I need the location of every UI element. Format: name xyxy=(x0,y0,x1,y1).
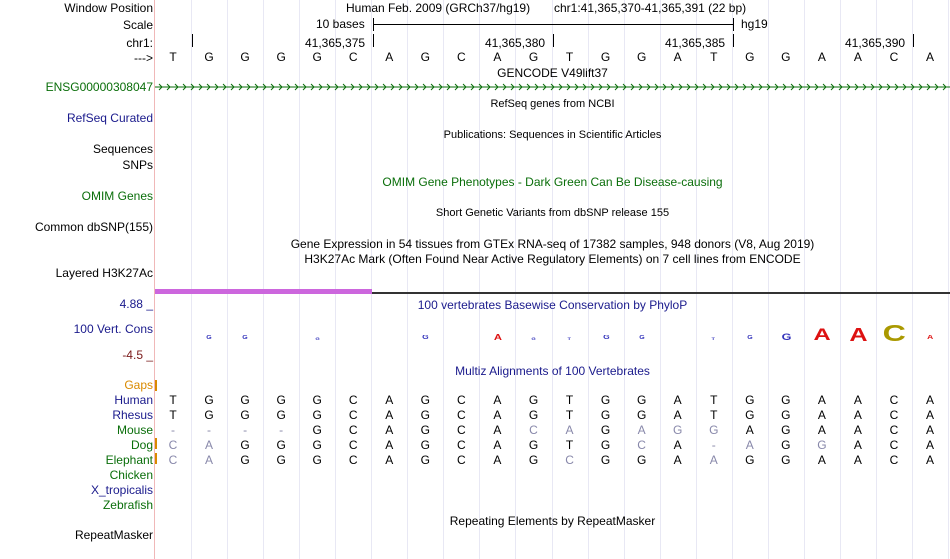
aligned-base-mouse: A xyxy=(817,423,826,437)
scale-text: 10 bases xyxy=(316,17,365,31)
aligned-base-dog: G xyxy=(240,438,250,452)
track-title-gtex: Gene Expression in 54 tissues from GTEx RNA-seq of 17382 samples, 948 donors (V8, Aug 2019) xyxy=(290,237,815,251)
conservation-letter: G xyxy=(206,335,212,341)
h3k27ac-baseline xyxy=(372,292,950,294)
coord-tick xyxy=(192,34,193,47)
position-range: chr1:41,365,370-41,365,391 (22 bp) xyxy=(554,1,747,15)
reference-base: C xyxy=(457,50,466,64)
species-label-zebrafish[interactable]: Zebrafish xyxy=(102,498,153,512)
aligned-base-elephant: A xyxy=(709,453,718,467)
aligned-base-rhesus: T xyxy=(169,408,177,422)
reference-base: G xyxy=(204,50,214,64)
reference-base: C xyxy=(889,50,899,64)
coord-tick xyxy=(553,34,554,47)
aligned-base-elephant: C xyxy=(565,453,574,467)
aligned-base-dog: C xyxy=(457,438,466,452)
aligned-base-human: G xyxy=(528,393,539,407)
track-label-h3k27ac[interactable]: Layered H3K27Ac xyxy=(55,266,153,280)
aligned-base-rhesus: G xyxy=(600,408,611,422)
aligned-base-dog: A xyxy=(385,438,394,452)
species-label-dog[interactable]: Dog xyxy=(130,438,153,452)
track-label-ensg[interactable]: ENSG00000308047 xyxy=(45,80,153,94)
aligned-base-human: T xyxy=(710,393,718,407)
species-label-chicken[interactable]: Chicken xyxy=(109,468,153,482)
track-title-dbsnp: Short Genetic Variants from dbSNP release 155 xyxy=(435,207,670,219)
aligned-base-elephant: A xyxy=(385,453,394,467)
aligned-base-mouse: - xyxy=(207,423,212,437)
reference-base: A xyxy=(853,50,862,64)
reference-base: A xyxy=(926,50,935,64)
aligned-base-dog: - xyxy=(711,438,716,452)
aligned-base-mouse: A xyxy=(565,423,574,437)
gene-model-arrows[interactable] xyxy=(155,82,950,92)
label-chrom: chr1: xyxy=(126,36,153,50)
aligned-base-elephant: G xyxy=(781,453,791,467)
aligned-base-rhesus: G xyxy=(745,408,755,422)
conservation-letter: A xyxy=(813,325,831,345)
reference-base: A xyxy=(493,50,502,64)
track-label-refseq[interactable]: RefSeq Curated xyxy=(66,111,153,125)
aligned-base-elephant: A xyxy=(493,453,502,467)
cons-max-label: 4.88 _ xyxy=(119,297,153,311)
aligned-base-mouse: G xyxy=(600,423,611,437)
track-title-multiz: Multiz Alignments of 100 Vertebrates xyxy=(455,364,650,378)
conservation-letter: C xyxy=(882,319,906,346)
reference-base: G xyxy=(420,50,431,64)
conservation-letter: G xyxy=(242,335,249,341)
aligned-base-mouse: G xyxy=(781,423,791,437)
aligned-base-elephant: G xyxy=(312,453,322,467)
aligned-base-human: A xyxy=(926,393,935,407)
reference-base: G xyxy=(781,50,791,64)
aligned-base-human: C xyxy=(889,393,899,407)
aligned-base-human: A xyxy=(853,393,862,407)
aligned-base-human: A xyxy=(493,393,502,407)
track-title-refseq: RefSeq genes from NCBI xyxy=(490,98,615,110)
track-label-conservation[interactable]: 100 Vert. Cons xyxy=(73,322,153,336)
aligned-base-mouse: A xyxy=(385,423,394,437)
reference-base: G xyxy=(745,50,755,64)
aligned-base-mouse: C xyxy=(889,423,899,437)
label-window-position: Window Position xyxy=(64,1,153,15)
aligned-base-rhesus: A xyxy=(853,408,862,422)
aligned-base-rhesus: G xyxy=(276,408,286,422)
aligned-base-human: C xyxy=(348,393,358,407)
track-label-omim[interactable]: OMIM Genes xyxy=(81,189,153,203)
aligned-base-human: G xyxy=(745,393,755,407)
aligned-base-mouse: A xyxy=(926,423,935,437)
conservation-letter: G xyxy=(315,335,320,341)
track-title-h3k27ac: H3K27Ac Mark (Often Found Near Active Regulatory Elements) on 7 cell lines from ENCODE xyxy=(304,252,801,266)
coord-label: 41,365,385 xyxy=(665,36,726,50)
aligned-base-dog: A xyxy=(673,438,682,452)
aligned-base-mouse: - xyxy=(171,423,175,437)
aligned-base-elephant: G xyxy=(420,453,431,467)
track-label-repeatmasker[interactable]: RepeatMasker xyxy=(74,528,153,542)
aligned-base-dog: A xyxy=(853,438,862,452)
conservation-letter: T xyxy=(567,335,572,341)
aligned-base-rhesus: G xyxy=(636,408,647,422)
conservation-letter: A xyxy=(493,332,502,342)
reference-base: G xyxy=(276,50,286,64)
reference-base: C xyxy=(348,50,358,64)
scale-db: hg19 xyxy=(741,17,768,31)
coord-label: 41,365,375 xyxy=(305,36,366,50)
aligned-base-elephant: A xyxy=(205,453,214,467)
aligned-base-dog: A xyxy=(493,438,502,452)
aligned-base-rhesus: A xyxy=(673,408,682,422)
aligned-base-rhesus: C xyxy=(889,408,899,422)
aligned-base-rhesus: G xyxy=(528,408,539,422)
reference-base: G xyxy=(240,50,250,64)
track-title-publications: Publications: Sequences in Scientific Articles xyxy=(443,129,662,141)
conservation-letter: G xyxy=(781,331,792,342)
aligned-base-human: G xyxy=(204,393,214,407)
reference-base: T xyxy=(710,50,718,64)
aligned-base-human: G xyxy=(420,393,431,407)
track-label-dbsnp[interactable]: Common dbSNP(155) xyxy=(34,220,153,234)
aligned-base-mouse: - xyxy=(243,423,248,437)
aligned-base-human: T xyxy=(565,393,574,407)
track-title-omim: OMIM Gene Phenotypes - Dark Green Can Be Disease-causing xyxy=(382,175,723,189)
aligned-base-dog: T xyxy=(565,438,574,452)
aligned-base-elephant: C xyxy=(889,453,899,467)
aligned-base-elephant: A xyxy=(673,453,682,467)
aligned-base-elephant: G xyxy=(240,453,250,467)
aligned-base-rhesus: T xyxy=(710,408,718,422)
insertion-marker xyxy=(155,453,157,464)
aligned-base-dog: C xyxy=(889,438,899,452)
conservation-letter: G xyxy=(531,335,536,341)
aligned-base-dog: A xyxy=(205,438,214,452)
aligned-base-rhesus: C xyxy=(348,408,358,422)
aligned-base-rhesus: A xyxy=(385,408,394,422)
aligned-base-rhesus: A xyxy=(926,408,935,422)
track-title-repeats: Repeating Elements by RepeatMasker xyxy=(449,514,656,528)
track-title-phylop: 100 vertebrates Basewise Conservation by PhyloP xyxy=(417,298,688,312)
aligned-base-human: A xyxy=(385,393,394,407)
aligned-base-dog: C xyxy=(168,438,178,452)
insertion-marker xyxy=(155,438,157,449)
aligned-base-human: G xyxy=(600,393,611,407)
h3k27ac-signal xyxy=(155,289,372,294)
aligned-base-mouse: G xyxy=(673,423,683,437)
aligned-base-dog: C xyxy=(637,438,646,452)
aligned-base-elephant: C xyxy=(348,453,358,467)
aligned-base-rhesus: G xyxy=(420,408,431,422)
reference-base: T xyxy=(169,50,177,64)
aligned-base-elephant: C xyxy=(457,453,466,467)
aligned-base-elephant: A xyxy=(853,453,862,467)
aligned-base-mouse: C xyxy=(457,423,466,437)
conservation-letter: G xyxy=(422,335,429,342)
aligned-base-elephant: A xyxy=(926,453,935,467)
aligned-base-elephant: G xyxy=(636,453,647,467)
species-label-x_tropicalis[interactable]: X_tropicalis xyxy=(90,483,153,497)
species-label-human[interactable]: Human xyxy=(114,393,153,407)
aligned-base-rhesus: A xyxy=(817,408,826,422)
aligned-base-human: T xyxy=(169,393,177,407)
scale-bar-right xyxy=(733,18,734,31)
aligned-base-elephant: G xyxy=(745,453,755,467)
assembly-title: Human Feb. 2009 (GRCh37/hg19) xyxy=(346,1,531,15)
aligned-base-dog: C xyxy=(348,438,358,452)
reference-base: G xyxy=(600,50,611,64)
label-strand: ---> xyxy=(134,51,153,65)
aligned-base-human: G xyxy=(276,393,286,407)
aligned-base-human: C xyxy=(457,393,466,407)
aligned-base-dog: G xyxy=(420,438,431,452)
aligned-base-rhesus: A xyxy=(493,408,502,422)
aligned-base-rhesus: G xyxy=(204,408,214,422)
aligned-base-human: G xyxy=(781,393,791,407)
coord-tick xyxy=(373,34,374,47)
gaps-marker xyxy=(155,380,157,391)
coord-label: 41,365,380 xyxy=(485,36,546,50)
aligned-base-mouse: - xyxy=(279,423,284,437)
reference-base: A xyxy=(817,50,826,64)
aligned-base-dog: G xyxy=(600,438,611,452)
aligned-base-mouse: G xyxy=(420,423,431,437)
track-label-gaps[interactable]: Gaps xyxy=(124,378,153,392)
aligned-base-rhesus: G xyxy=(240,408,250,422)
reference-base: A xyxy=(385,50,394,64)
aligned-base-mouse: C xyxy=(529,423,538,437)
track-label-snps[interactable]: SNPs xyxy=(122,158,153,172)
species-label-elephant[interactable]: Elephant xyxy=(105,453,153,467)
aligned-base-rhesus: G xyxy=(781,408,791,422)
aligned-base-dog: G xyxy=(528,438,539,452)
aligned-base-mouse: A xyxy=(493,423,502,437)
aligned-base-rhesus: T xyxy=(565,408,574,422)
aligned-base-mouse: A xyxy=(853,423,862,437)
track-label-sequences[interactable]: Sequences xyxy=(92,142,153,156)
aligned-base-human: G xyxy=(636,393,647,407)
reference-base: G xyxy=(528,50,539,64)
aligned-base-mouse: G xyxy=(312,423,322,437)
conservation-letter: T xyxy=(711,335,716,341)
reference-base: G xyxy=(312,50,322,64)
coord-tick xyxy=(913,34,914,47)
coord-label: 41,365,390 xyxy=(845,36,906,50)
aligned-base-human: G xyxy=(312,393,322,407)
aligned-base-human: A xyxy=(673,393,682,407)
conservation-letter: G xyxy=(602,335,610,342)
aligned-base-dog: G xyxy=(312,438,322,452)
aligned-base-rhesus: C xyxy=(457,408,466,422)
aligned-base-elephant: A xyxy=(817,453,826,467)
label-scale: Scale xyxy=(122,18,153,32)
coord-tick xyxy=(733,34,734,47)
aligned-base-dog: A xyxy=(926,438,935,452)
aligned-base-dog: G xyxy=(781,438,791,452)
aligned-base-human: G xyxy=(240,393,250,407)
reference-base: T xyxy=(565,50,574,64)
track-title-gencode: GENCODE V49lift37 xyxy=(497,66,608,80)
conservation-letter: G xyxy=(639,335,645,341)
aligned-base-mouse: G xyxy=(709,423,719,437)
conservation-letter: G xyxy=(747,335,753,341)
species-label-rhesus[interactable]: Rhesus xyxy=(112,408,153,422)
aligned-base-elephant: G xyxy=(276,453,286,467)
aligned-base-mouse: C xyxy=(348,423,358,437)
aligned-base-human: A xyxy=(817,393,826,407)
aligned-base-dog: A xyxy=(745,438,754,452)
aligned-base-elephant: G xyxy=(528,453,539,467)
aligned-base-mouse: A xyxy=(745,423,754,437)
conservation-letter: A xyxy=(849,324,868,345)
aligned-base-elephant: C xyxy=(168,453,178,467)
aligned-base-rhesus: G xyxy=(312,408,322,422)
aligned-base-dog: G xyxy=(817,438,827,452)
aligned-base-mouse: A xyxy=(637,423,646,437)
scale-bar xyxy=(373,24,733,25)
aligned-base-dog: G xyxy=(276,438,286,452)
reference-base: A xyxy=(673,50,682,64)
aligned-base-elephant: G xyxy=(600,453,611,467)
conservation-letter: A xyxy=(927,335,934,342)
species-label-mouse[interactable]: Mouse xyxy=(116,423,153,437)
reference-base: G xyxy=(636,50,647,64)
cons-min-label: -4.5 _ xyxy=(122,348,153,362)
